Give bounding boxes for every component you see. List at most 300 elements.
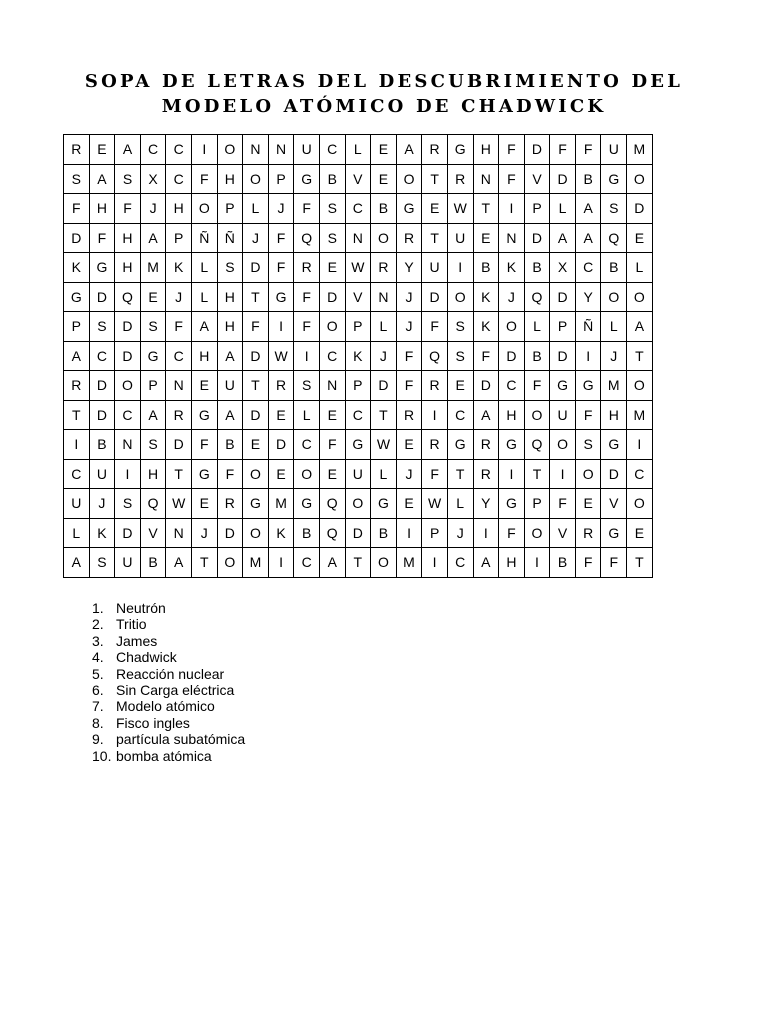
grid-cell: C [166, 341, 192, 371]
grid-cell: E [140, 282, 166, 312]
grid-cell: U [422, 253, 448, 283]
grid-row [64, 430, 653, 460]
grid-cell: R [422, 135, 448, 165]
grid-cell: D [345, 518, 371, 548]
grid-cell: J [499, 282, 525, 312]
grid-cell: O [627, 282, 653, 312]
grid-cell: P [524, 489, 550, 519]
grid-cell: I [294, 341, 320, 371]
grid-cell: L [191, 282, 217, 312]
grid-cell: O [396, 164, 422, 194]
grid-cell: J [396, 312, 422, 342]
word-number: 5. [92, 665, 104, 682]
grid-cell: G [191, 459, 217, 489]
grid-cell: B [217, 430, 243, 460]
grid-cell: I [499, 194, 525, 224]
word-list [92, 600, 245, 764]
grid-cell: F [422, 459, 448, 489]
grid-cell: O [191, 194, 217, 224]
grid-cell: P [140, 371, 166, 401]
grid-cell: V [550, 518, 576, 548]
grid-cell: V [601, 489, 627, 519]
grid-cell: A [217, 341, 243, 371]
grid-cell: J [191, 518, 217, 548]
grid-cell: L [191, 253, 217, 283]
grid-cell: D [243, 253, 269, 283]
grid-cell: D [550, 282, 576, 312]
grid-cell: I [396, 518, 422, 548]
grid-cell: Q [422, 341, 448, 371]
grid-cell: O [217, 548, 243, 578]
grid-cell: W [447, 194, 473, 224]
grid-cell: A [64, 341, 90, 371]
grid-cell: S [217, 253, 243, 283]
grid-cell: O [243, 164, 269, 194]
grid-cell: F [217, 459, 243, 489]
grid-cell: L [64, 518, 90, 548]
grid-cell: T [627, 548, 653, 578]
word-text: partícula subatómica [116, 731, 246, 748]
grid-cell: A [550, 223, 576, 253]
grid-cell: O [345, 489, 371, 519]
grid-cell: J [166, 282, 192, 312]
grid-cell: J [243, 223, 269, 253]
grid-cell: B [140, 548, 166, 578]
grid-cell: C [447, 400, 473, 430]
grid-cell: V [345, 282, 371, 312]
grid-cell: I [191, 135, 217, 165]
grid-cell: D [115, 518, 141, 548]
grid-cell: C [447, 548, 473, 578]
grid-cell: H [166, 194, 192, 224]
grid-cell: D [524, 135, 550, 165]
grid-cell: P [217, 194, 243, 224]
grid-cell: Ñ [575, 312, 601, 342]
grid-cell: D [550, 164, 576, 194]
grid-cell: A [140, 223, 166, 253]
grid-cell: B [371, 518, 397, 548]
grid-cell: C [115, 400, 141, 430]
grid-cell: T [166, 459, 192, 489]
grid-cell: F [575, 400, 601, 430]
grid-cell: F [524, 371, 550, 401]
grid-cell: D [115, 341, 141, 371]
grid-cell: D [550, 341, 576, 371]
grid-cell: I [422, 400, 448, 430]
word-number: 3. [92, 632, 104, 649]
grid-cell: T [422, 223, 448, 253]
grid-cell: F [575, 548, 601, 578]
grid-row [64, 194, 653, 224]
grid-cell: T [422, 164, 448, 194]
grid-cell: P [166, 223, 192, 253]
grid-cell: I [575, 341, 601, 371]
grid-cell: S [64, 164, 90, 194]
grid-cell: O [447, 282, 473, 312]
grid-cell: S [89, 548, 115, 578]
grid-cell: I [422, 548, 448, 578]
grid-cell: O [371, 223, 397, 253]
grid-cell: X [140, 164, 166, 194]
grid-cell: F [243, 312, 269, 342]
grid-cell: U [64, 489, 90, 519]
word-text: bomba atómica [116, 747, 212, 764]
grid-cell: S [447, 341, 473, 371]
grid-cell: I [499, 459, 525, 489]
grid-cell: P [268, 164, 294, 194]
grid-cell: L [294, 400, 320, 430]
grid-cell: O [550, 430, 576, 460]
grid-cell: F [575, 135, 601, 165]
grid-cell: R [396, 223, 422, 253]
grid-cell: M [627, 135, 653, 165]
grid-cell: G [371, 489, 397, 519]
grid-cell: A [627, 312, 653, 342]
grid-cell: Q [524, 282, 550, 312]
grid-cell: P [550, 312, 576, 342]
grid-row [64, 135, 653, 165]
grid-row [64, 371, 653, 401]
grid-cell: T [627, 341, 653, 371]
grid-cell: E [396, 489, 422, 519]
word-text: Reacción nuclear [116, 665, 225, 682]
grid-cell: G [294, 489, 320, 519]
title-line-2: MODELO ATÓMICO DE CHADWICK [161, 96, 607, 117]
grid-cell: R [371, 253, 397, 283]
grid-cell: U [217, 371, 243, 401]
grid-cell: N [473, 164, 499, 194]
grid-cell: T [64, 400, 90, 430]
grid-row [64, 341, 653, 371]
grid-cell: R [447, 164, 473, 194]
grid-cell: F [499, 135, 525, 165]
grid-cell: L [447, 489, 473, 519]
grid-cell: D [473, 371, 499, 401]
grid-cell: O [575, 459, 601, 489]
grid-cell: U [345, 459, 371, 489]
grid-cell: F [319, 430, 345, 460]
grid-row [64, 253, 653, 283]
grid-cell: I [550, 459, 576, 489]
grid-cell: T [447, 459, 473, 489]
grid-cell: D [89, 371, 115, 401]
grid-cell: J [396, 459, 422, 489]
grid-cell: S [294, 371, 320, 401]
grid-cell: S [115, 489, 141, 519]
grid-cell: R [575, 518, 601, 548]
grid-cell: Y [575, 282, 601, 312]
grid-cell: P [524, 194, 550, 224]
grid-cell: L [371, 312, 397, 342]
grid-cell: G [268, 282, 294, 312]
grid-cell: U [601, 135, 627, 165]
grid-cell: Q [140, 489, 166, 519]
grid-cell: B [524, 341, 550, 371]
word-text: Fisco ingles [116, 714, 190, 731]
grid-cell: B [524, 253, 550, 283]
word-list-item [92, 682, 245, 698]
grid-cell: N [115, 430, 141, 460]
grid-cell: F [473, 341, 499, 371]
word-text: Modelo atómico [116, 698, 215, 715]
grid-cell: C [319, 135, 345, 165]
grid-cell: D [319, 282, 345, 312]
grid-cell: O [115, 371, 141, 401]
grid-cell: J [601, 341, 627, 371]
grid-cell: R [422, 371, 448, 401]
grid-cell: Ñ [217, 223, 243, 253]
grid-cell: C [294, 430, 320, 460]
grid-cell: W [371, 430, 397, 460]
grid-cell: Q [319, 489, 345, 519]
grid-cell: D [601, 459, 627, 489]
grid-cell: B [319, 164, 345, 194]
grid-cell: E [243, 430, 269, 460]
grid-cell: E [447, 371, 473, 401]
grid-row [64, 312, 653, 342]
grid-cell: H [115, 253, 141, 283]
grid-cell: D [499, 341, 525, 371]
grid-cell: I [268, 312, 294, 342]
grid-cell: J [371, 341, 397, 371]
grid-cell: N [243, 135, 269, 165]
grid-cell: O [499, 312, 525, 342]
grid-cell: H [499, 548, 525, 578]
word-number: 6. [92, 682, 104, 699]
grid-cell: A [473, 400, 499, 430]
word-list-item [92, 666, 245, 682]
grid-cell: Y [396, 253, 422, 283]
grid-cell: A [166, 548, 192, 578]
grid-cell: R [217, 489, 243, 519]
grid-cell: G [499, 430, 525, 460]
grid-cell: E [319, 253, 345, 283]
grid-cell: G [294, 164, 320, 194]
grid-cell: O [217, 135, 243, 165]
grid-cell: E [627, 518, 653, 548]
word-list-item [92, 616, 245, 632]
grid-cell: R [422, 430, 448, 460]
grid-cell: F [294, 282, 320, 312]
word-list-item [92, 633, 245, 649]
grid-cell: L [371, 459, 397, 489]
grid-cell: G [447, 430, 473, 460]
grid-cell: D [166, 430, 192, 460]
grid-cell: E [89, 135, 115, 165]
grid-cell: K [473, 282, 499, 312]
word-search-grid [63, 134, 653, 578]
grid-cell: G [89, 253, 115, 283]
grid-cell: G [345, 430, 371, 460]
grid-cell: M [396, 548, 422, 578]
grid-cell: F [64, 194, 90, 224]
grid-cell: L [243, 194, 269, 224]
grid-cell: Q [319, 518, 345, 548]
grid-cell: E [422, 194, 448, 224]
grid-cell: T [473, 194, 499, 224]
grid-cell: F [550, 489, 576, 519]
grid-cell: F [115, 194, 141, 224]
grid-cell: M [627, 400, 653, 430]
grid-cell: D [627, 194, 653, 224]
grid-cell: T [371, 400, 397, 430]
grid-cell: S [89, 312, 115, 342]
grid-cell: H [217, 282, 243, 312]
grid-cell: H [473, 135, 499, 165]
grid-cell: R [64, 135, 90, 165]
grid-cell: E [627, 223, 653, 253]
grid-cell: U [447, 223, 473, 253]
grid-cell: E [371, 164, 397, 194]
grid-cell: J [268, 194, 294, 224]
word-text: Sin Carga eléctrica [116, 682, 235, 699]
grid-cell: O [294, 459, 320, 489]
grid-cell: D [243, 341, 269, 371]
grid-cell: F [191, 430, 217, 460]
grid-cell: D [422, 282, 448, 312]
grid-cell: R [64, 371, 90, 401]
grid-cell: A [575, 194, 601, 224]
word-list-item [92, 649, 245, 665]
grid-cell: D [115, 312, 141, 342]
grid-cell: V [345, 164, 371, 194]
grid-cell: S [115, 164, 141, 194]
grid-cell: E [268, 459, 294, 489]
grid-cell: H [89, 194, 115, 224]
word-text: Neutrón [116, 600, 166, 616]
grid-cell: S [140, 430, 166, 460]
grid-cell: G [447, 135, 473, 165]
grid-cell: C [89, 341, 115, 371]
grid-cell: R [396, 400, 422, 430]
grid-cell: Y [473, 489, 499, 519]
grid-cell: C [140, 135, 166, 165]
grid-cell: Q [115, 282, 141, 312]
word-number: 10. [92, 747, 112, 764]
grid-row [64, 518, 653, 548]
grid-cell: G [601, 430, 627, 460]
grid-cell: C [345, 400, 371, 430]
grid-cell: G [575, 371, 601, 401]
grid-cell: N [499, 223, 525, 253]
word-list-item [92, 715, 245, 731]
grid-cell: S [140, 312, 166, 342]
grid-cell: O [627, 164, 653, 194]
grid-cell: G [550, 371, 576, 401]
grid-cell: I [524, 548, 550, 578]
grid-cell: P [345, 312, 371, 342]
word-list-item [92, 731, 245, 747]
grid-cell: T [345, 548, 371, 578]
grid-cell: M [601, 371, 627, 401]
grid-cell: G [601, 518, 627, 548]
grid-cell: H [499, 400, 525, 430]
grid-cell: P [64, 312, 90, 342]
grid-cell: G [64, 282, 90, 312]
grid-cell: D [371, 371, 397, 401]
grid-cell: A [89, 164, 115, 194]
grid-cell: M [268, 489, 294, 519]
grid-cell: H [217, 312, 243, 342]
grid-cell: C [345, 194, 371, 224]
grid-cell: F [422, 312, 448, 342]
grid-cell: V [140, 518, 166, 548]
grid-cell: R [166, 400, 192, 430]
grid-cell: H [217, 164, 243, 194]
grid-cell: Ñ [191, 223, 217, 253]
grid-cell: G [601, 164, 627, 194]
grid-cell: A [319, 548, 345, 578]
grid-cell: D [64, 223, 90, 253]
grid-cell: K [268, 518, 294, 548]
grid-cell: D [268, 430, 294, 460]
grid-cell: O [601, 282, 627, 312]
grid-cell: R [473, 459, 499, 489]
grid-cell: K [345, 341, 371, 371]
page-title [40, 69, 728, 119]
grid-row [64, 164, 653, 194]
grid-cell: Q [601, 223, 627, 253]
grid-cell: N [166, 518, 192, 548]
grid-cell: F [550, 135, 576, 165]
grid-cell: F [294, 194, 320, 224]
grid-cell: H [140, 459, 166, 489]
grid-cell: F [499, 164, 525, 194]
word-list-item [92, 698, 245, 714]
grid-cell: O [243, 518, 269, 548]
grid-cell: A [115, 135, 141, 165]
word-number: 1. [92, 600, 104, 616]
grid-cell: T [243, 282, 269, 312]
grid-cell: I [447, 253, 473, 283]
grid-cell: N [268, 135, 294, 165]
word-text: Tritio [116, 616, 147, 633]
grid-cell: R [473, 430, 499, 460]
grid-cell: F [601, 548, 627, 578]
grid-cell: V [524, 164, 550, 194]
grid-cell: F [268, 223, 294, 253]
grid-cell: S [319, 223, 345, 253]
grid-cell: K [64, 253, 90, 283]
grid-cell: G [191, 400, 217, 430]
grid-cell: F [396, 341, 422, 371]
grid-cell: E [473, 223, 499, 253]
grid-cell: D [89, 400, 115, 430]
grid-cell: Q [294, 223, 320, 253]
grid-cell: F [499, 518, 525, 548]
grid-cell: I [115, 459, 141, 489]
grid-cell: H [115, 223, 141, 253]
grid-cell: A [64, 548, 90, 578]
grid-cell: L [524, 312, 550, 342]
grid-cell: K [473, 312, 499, 342]
grid-cell: T [524, 459, 550, 489]
word-list-item [92, 748, 245, 764]
grid-cell: F [89, 223, 115, 253]
grid-cell: O [524, 518, 550, 548]
grid-row [64, 223, 653, 253]
grid-cell: I [268, 548, 294, 578]
grid-cell: J [89, 489, 115, 519]
grid-cell: U [115, 548, 141, 578]
grid-cell: N [345, 223, 371, 253]
grid-row [64, 459, 653, 489]
grid-cell: O [524, 400, 550, 430]
grid-cell: E [191, 489, 217, 519]
title-line-1: SOPA DE LETRAS DEL DESCUBRIMIENTO DEL [84, 71, 684, 92]
grid-cell: B [473, 253, 499, 283]
grid-cell: B [575, 164, 601, 194]
